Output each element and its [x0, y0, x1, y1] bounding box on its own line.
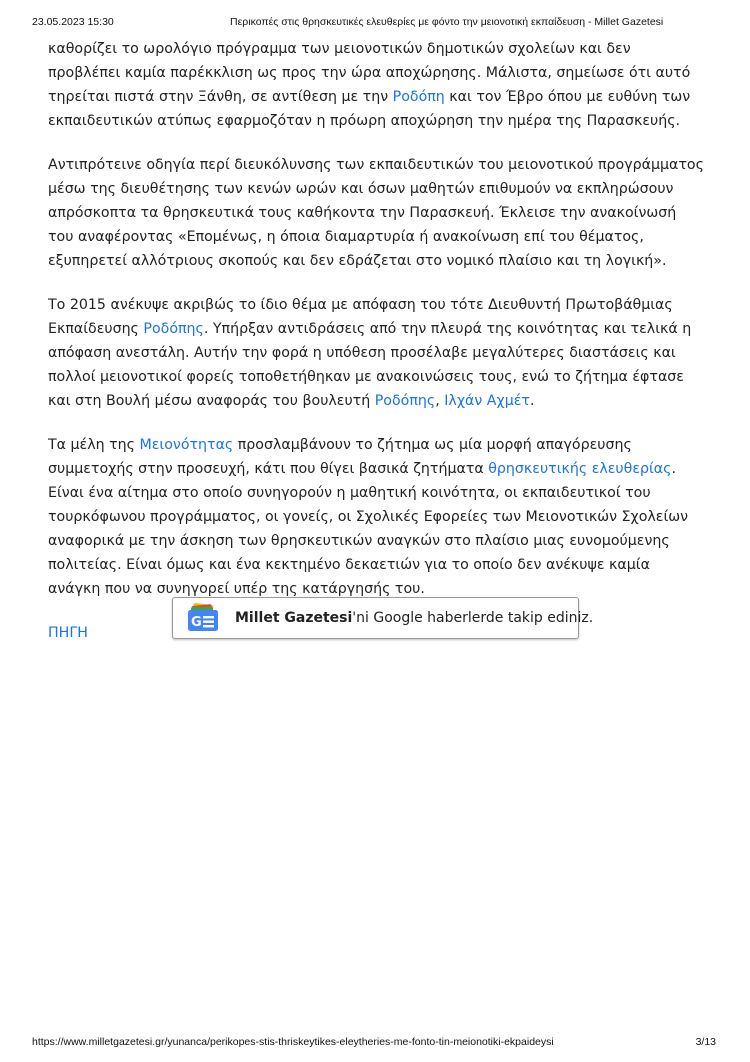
paragraph-text: και τον Έβρο όπου με ευθύνη των εκπαιδευτικών ατύπως εφαρμοζόταν η πρόωρη αποχώρηση την ημέρα της Παρασκευής.	[48, 89, 691, 129]
link-meionotita[interactable]: Μειονότητας	[139, 437, 234, 453]
print-page-title: Περικοπές στις θρησκευτικές ελευθερίες με φόντο την μειονοτική εκπαίδευση - Millet Gazetesi	[230, 16, 664, 28]
link-rodopi[interactable]: Ροδόπη	[392, 89, 445, 105]
link-rodopis[interactable]: Ροδόπης	[143, 321, 204, 337]
page-url: https://www.milletgazetesi.gr/yunanca/perikopes-stis-thriskeytikes-eleytheries-me-fonto-tin-meionotiki-ekpaideysi	[32, 1036, 554, 1048]
paragraph-4	[48, 433, 704, 601]
paragraph-text: . Υπήρξαν αντιδράσεις από την πλευρά της κοινότητας και τελικά η απόφαση ανεστάλη. Αυτήν την φορά η υπόθεση προσέλαβε μεγαλύτερες διαστάσεις και πολλοί μειονοτικοί φορείς τοποθετήθηκαν με ανακοινώσεις τους, ενώ το ζήτημα έφτασε και στη Βουλή μέσω αναφοράς του βουλευτή	[48, 321, 692, 409]
link-ilchan-achmet[interactable]: Ιλχάν Αχμέτ	[444, 393, 530, 409]
paragraph-text: καθορίζει το ωρολόγιο πρόγραμμα των μειονοτικών δημοτικών σχολείων και δεν προβλέπει καμία παρέκκλιση ως προς την ώρα αποχώρησης. Μάλιστα, σημείωσε ότι αυτό τηρείται πιστά στην Ξάνθη, σε αντίθεση με την	[48, 41, 691, 105]
paragraph-text: Τα μέλη της	[48, 437, 140, 453]
google-news-banner-text	[235, 610, 593, 626]
paragraph-text: Το 2015 ανέκυψε ακριβώς το ίδιο θέμα με απόφαση του τότε Διευθυντή Πρωτοβάθμιας Εκπαίδευσης	[48, 297, 673, 337]
paragraph-text: .	[529, 393, 535, 409]
paragraph-text: ,	[435, 393, 445, 409]
follow-text: 'ni Google haberlerde takip ediniz.	[352, 610, 594, 626]
google-news-follow-banner[interactable]	[172, 597, 594, 639]
paragraph-3	[48, 293, 704, 413]
source-link[interactable]: ΠΗΓΗ	[48, 625, 88, 641]
brand-name: Millet Gazetesi	[235, 610, 353, 626]
paragraph-text: . Είναι ένα αίτημα στο οποίο συνηγορούν η μαθητική κοινότητα, οι εκπαιδευτικοί του τουρκόφωνου προγράμματος, οι γονείς, οι Σχολικές Εφορείες των Μειονοτικών Σχολείων αναφορικά με την άσκηση των θρησκευτικών αναγκών στο πλαίσιο μιας ευνομούμενης πολιτείας. Είναι όμως και ένα κεκτημένο δεκαετιών για το οποίο δεν ανέκυψε καμία ανάγκη που να συνηγορεί υπέρ της κατάργησής του.	[48, 461, 689, 597]
print-date: 23.05.2023 15:30	[32, 16, 114, 28]
svg-text:G: G	[191, 615, 202, 630]
link-rodopis[interactable]: Ροδόπης	[374, 393, 436, 409]
paragraph-1	[48, 37, 704, 133]
print-header	[0, 16, 750, 30]
print-footer	[0, 1036, 750, 1050]
paragraph-2: Αντιπρότεινε οδηγία περί διευκόλυνσης των εκπαιδευτικών του μειονοτικού προγράμματος μέσω της διευθέτησης των κενών ωρών και όσων μαθητών επιθυμούν να εκπληρώσουν απρόσκοπτα τα θρησκευτικά τους καθήκοντα την Παρασκευή. Έκλεισε την ανακοίνωσή του αναφέροντας «Επομένως, η όποια διαμαρτυρία ή ανακοίνωση επί του θέματος, εξυπηρετεί αλλότριους σκοπούς και δεν εδράζεται στο νομικό πλαίσιο και τη λογική».	[48, 157, 704, 269]
google-news-icon	[186, 603, 220, 633]
link-thriskeftikis[interactable]: θρησκευτικής	[488, 461, 588, 477]
link-eleftherias[interactable]: ελευθερίας	[591, 461, 672, 477]
page-number: 3/13	[695, 1036, 716, 1048]
article-body	[48, 37, 704, 665]
paragraph-text: προσλαμβάνουν το ζήτημα ως μία μορφή απαγόρευσης συμμετοχής στην προσευχή, κάτι που θίγει βασικά ζητήματα	[48, 437, 632, 477]
